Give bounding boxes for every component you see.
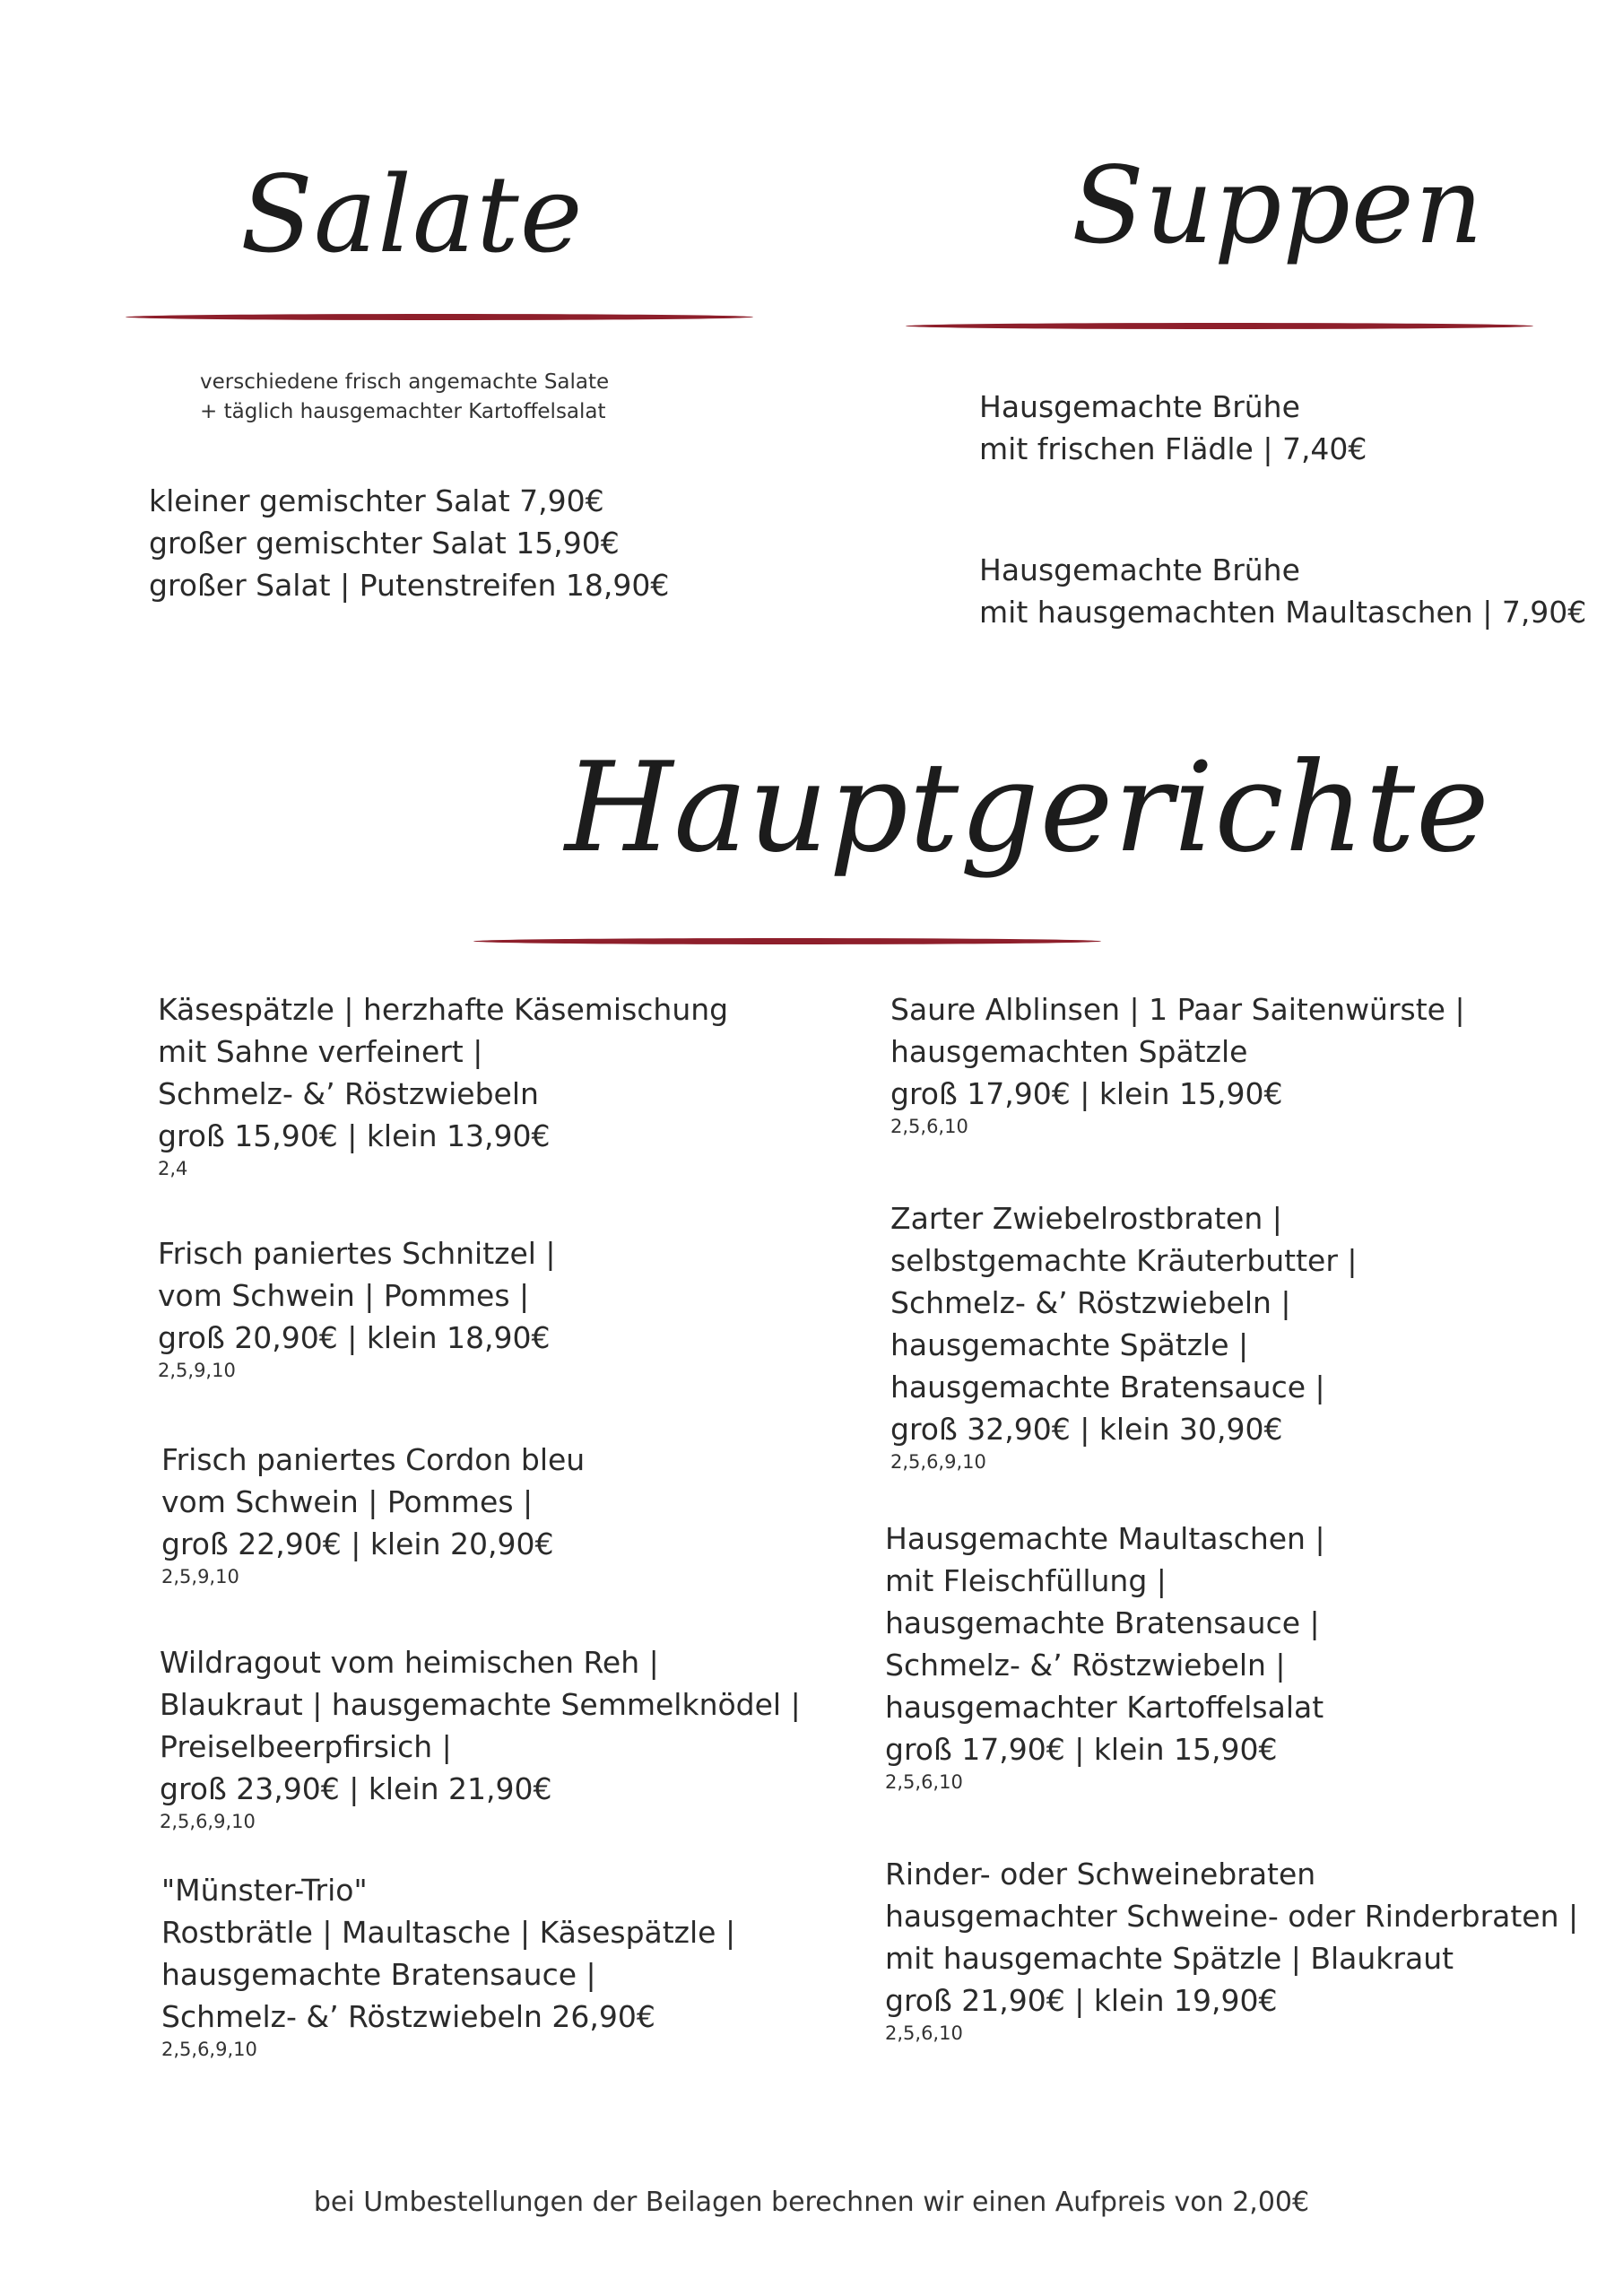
dish-line: Frisch paniertes Cordon bleu [161, 1442, 586, 1477]
allergen-codes: 2,5,6,9,10 [890, 1451, 986, 1473]
allergen-codes: 2,5,6,10 [890, 1116, 968, 1137]
allergen-codes: 2,4 [158, 1158, 188, 1179]
dish-wildragout [160, 1641, 801, 1833]
dish-schnitzel [158, 1232, 556, 1382]
dish-line: Schmelz- &’ Röstzwiebeln | [885, 1648, 1286, 1683]
allergen-codes: 2,5,6,9,10 [160, 1811, 256, 1832]
suppen-underline [906, 323, 1533, 329]
dish-line: Zarter Zwiebelrostbraten | [890, 1201, 1282, 1236]
hauptgerichte-title: Hauptgerichte [565, 735, 1490, 880]
dish-line: hausgemachten Spätzle [890, 1034, 1248, 1069]
salate-title: Salate [240, 152, 584, 276]
dish-line: mit Sahne verfeinert | [158, 1034, 483, 1069]
dish-line: Schmelz- &’ Röstzwiebeln | [890, 1285, 1291, 1320]
footer-note: bei Umbestellungen der Beilagen berechnen wir einen Aufpreis von 2,00€ [313, 2187, 1310, 2218]
dish-line: Blaukraut | hausgemachte Semmelknödel | [160, 1687, 801, 1722]
salate-underline [126, 314, 753, 320]
salate-intro-line: + täglich hausgemachter Kartoffelsalat [200, 400, 606, 423]
hauptgerichte-underline [473, 938, 1101, 944]
suppen-item [979, 386, 1367, 470]
dish-line: hausgemachte Bratensauce | [161, 1957, 596, 1992]
salate-intro [200, 368, 609, 427]
dish-zwiebelrostbraten [890, 1197, 1358, 1474]
dish-line: Frisch paniertes Schnitzel | [158, 1236, 556, 1271]
dish-price: groß 21,90€ | klein 19,90€ [885, 1983, 1278, 2018]
dish-line: Rostbrätle | Maultasche | Käsespätzle | [161, 1915, 736, 1950]
dish-line: vom Schwein | Pommes | [158, 1278, 530, 1313]
dish-line: Schmelz- &’ Röstzwiebeln [158, 1076, 539, 1111]
suppen-item-line: mit hausgemachten Maultaschen | 7,90€ [979, 595, 1587, 630]
dish-price: groß 22,90€ | klein 20,90€ [161, 1526, 554, 1561]
dish-price: groß 20,90€ | klein 18,90€ [158, 1320, 551, 1355]
dish-price: Schmelz- &’ Röstzwiebeln 26,90€ [161, 1999, 655, 2034]
dish-line: Rinder- oder Schweinebraten [885, 1857, 1316, 1892]
allergen-codes: 2,5,6,10 [885, 1771, 963, 1793]
allergen-codes: 2,5,6,10 [885, 2022, 963, 2044]
allergen-codes: 2,5,9,10 [158, 1360, 236, 1381]
suppen-title: Suppen [1072, 144, 1484, 267]
dish-price: groß 17,90€ | klein 15,90€ [885, 1732, 1278, 1767]
dish-line: vom Schwein | Pommes | [161, 1484, 534, 1519]
dish-price: groß 23,90€ | klein 21,90€ [160, 1771, 552, 1806]
suppen-item-line: Hausgemachte Brühe [979, 552, 1300, 587]
salate-item: großer Salat | Putenstreifen 18,90€ [149, 568, 670, 603]
allergen-codes: 2,5,6,9,10 [161, 2039, 257, 2060]
salate-item: kleiner gemischter Salat 7,90€ [149, 483, 604, 518]
suppen-item-line: mit frischen Flädle | 7,40€ [979, 431, 1367, 466]
dish-line: Käsespätzle | herzhafte Käsemischung [158, 992, 729, 1027]
salate-list [149, 480, 669, 606]
dish-cordon-bleu [161, 1439, 585, 1588]
salate-item: großer gemischter Salat 15,90€ [149, 526, 620, 561]
suppen-item-line: Hausgemachte Brühe [979, 389, 1300, 424]
dish-line: hausgemachter Kartoffelsalat [885, 1690, 1324, 1725]
dish-line: Hausgemachte Maultaschen | [885, 1521, 1325, 1556]
dish-line: hausgemachte Bratensauce | [885, 1605, 1320, 1640]
dish-price: groß 15,90€ | klein 13,90€ [158, 1118, 551, 1153]
dish-muenster-trio [161, 1869, 735, 2061]
dish-line: Preiselbeerpfirsich | [160, 1729, 452, 1764]
salate-intro-line: verschiedene frisch angemachte Salate [200, 370, 610, 394]
dish-price: groß 17,90€ | klein 15,90€ [890, 1076, 1283, 1111]
allergen-codes: 2,5,9,10 [161, 1566, 239, 1587]
dish-line: selbstgemachte Kräuterbutter | [890, 1243, 1358, 1278]
dish-line: mit Fleischfüllung | [885, 1563, 1167, 1598]
dish-line: mit hausgemachte Spätzle | Blaukraut [885, 1941, 1454, 1976]
dish-line: "Münster-Trio" [161, 1873, 368, 1908]
dish-line: hausgemachter Schweine- oder Rinderbraten | [885, 1899, 1579, 1934]
dish-braten [885, 1853, 1578, 2045]
suppen-item [979, 549, 1586, 633]
dish-line: Wildragout vom heimischen Reh | [160, 1645, 659, 1680]
dish-line: hausgemachte Bratensauce | [890, 1370, 1325, 1405]
dish-line: hausgemachte Spätzle | [890, 1327, 1249, 1362]
dish-price: groß 32,90€ | klein 30,90€ [890, 1412, 1283, 1447]
dish-maultaschen [885, 1518, 1325, 1794]
dish-line: Saure Alblinsen | 1 Paar Saitenwürste | [890, 992, 1465, 1027]
dish-kaesespaetzle [158, 988, 728, 1180]
dish-alblinsen [890, 988, 1465, 1138]
